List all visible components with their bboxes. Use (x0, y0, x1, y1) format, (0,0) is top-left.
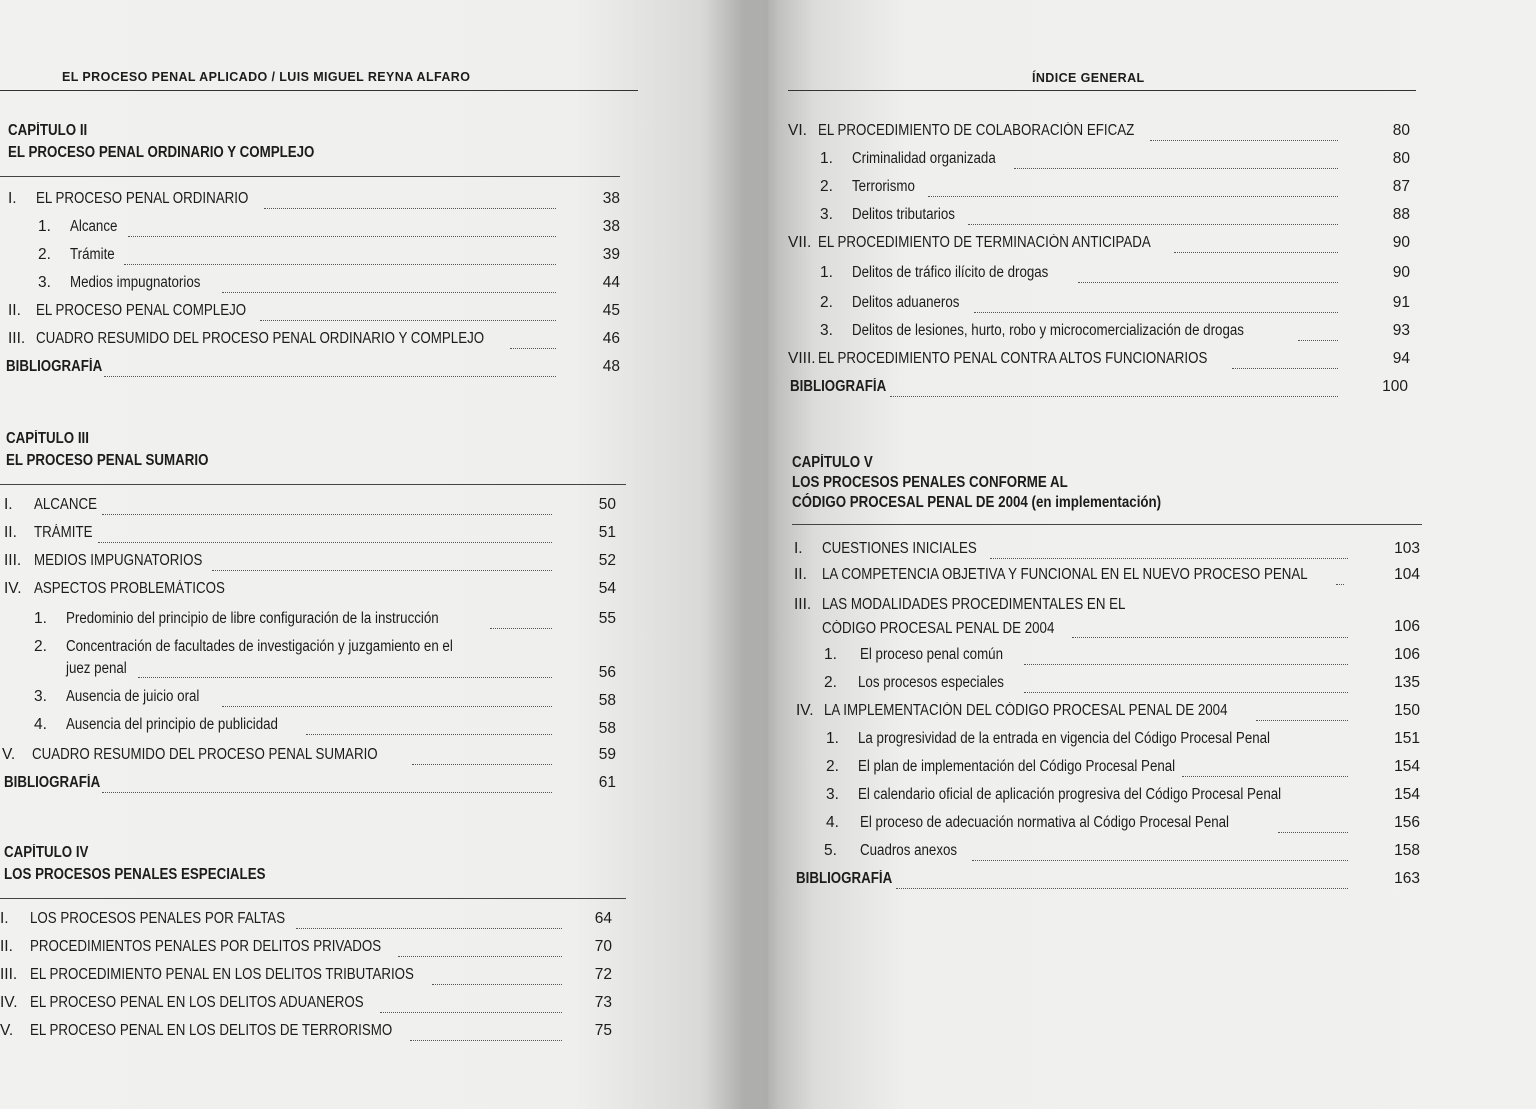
entry-title: CUADRO RESUMIDO DEL PROCESO PENAL ORDINARIO Y COMPLEJO (36, 330, 485, 347)
toc-entry[interactable] (768, 674, 1428, 698)
entry-title: El plan de implementación del Código Procesal Penal (858, 758, 1176, 775)
chapter-title: EL PROCESO PENAL SUMARIO (6, 452, 209, 469)
toc-entry[interactable] (0, 552, 640, 576)
entry-page: 104 (1394, 566, 1420, 583)
entry-page: 93 (1392, 322, 1410, 339)
leader-dots (1232, 368, 1338, 369)
toc-entry[interactable] (768, 178, 1428, 202)
leader-dots (222, 292, 556, 293)
toc-entry[interactable] (0, 910, 640, 934)
entry-page: 154 (1394, 758, 1420, 775)
toc-entry[interactable] (0, 994, 640, 1018)
leader-dots (128, 236, 556, 237)
toc-entry[interactable] (768, 294, 1428, 318)
toc-entry[interactable] (0, 966, 640, 990)
toc-entry[interactable] (768, 842, 1428, 866)
toc-entry[interactable] (0, 358, 640, 382)
entry-title: El proceso penal común (860, 646, 1004, 663)
toc-entry[interactable] (0, 1022, 640, 1046)
toc-entry[interactable] (768, 350, 1428, 374)
toc-entry[interactable] (0, 274, 640, 298)
running-header-left: EL PROCESO PENAL APLICADO / LUIS MIGUEL REYNA ALFARO (62, 70, 471, 84)
toc-entry[interactable] (768, 150, 1428, 174)
leader-dots (972, 860, 1348, 861)
entry-page: 154 (1394, 786, 1420, 803)
leader-dots (1072, 637, 1348, 638)
entry-title: MEDIOS IMPUGNATORIOS (34, 552, 203, 569)
leader-dots (990, 558, 1348, 559)
entry-title: Delitos de tráfico ilícito de drogas (852, 264, 1049, 281)
toc-entry[interactable] (768, 730, 1428, 754)
leader-dots (212, 570, 552, 571)
entry-number: II. (4, 524, 17, 541)
leader-dots (260, 320, 556, 321)
leader-dots (432, 984, 562, 985)
leader-dots (1256, 720, 1348, 721)
header-rule (788, 90, 1416, 91)
leader-dots (1336, 584, 1344, 585)
leader-dots (1014, 168, 1338, 169)
entry-page: 44 (602, 274, 620, 291)
entry-number: 3. (38, 274, 51, 291)
entry-number: V. (0, 1022, 14, 1039)
entry-page: 52 (598, 552, 616, 569)
entry-number: 5. (824, 842, 837, 859)
leader-dots (1024, 692, 1348, 693)
right-page (768, 0, 1536, 1109)
entry-page: 51 (598, 524, 616, 541)
entry-number: IV. (0, 994, 18, 1011)
entry-number: I. (8, 190, 17, 207)
entry-title: LAS MODALIDADES PROCEDIMENTALES EN EL (822, 596, 1126, 613)
entry-number: 2. (34, 638, 47, 655)
leader-dots (222, 706, 552, 707)
entry-title: La progresividad de la entrada en vigencia del Código Procesal Penal (858, 730, 1271, 747)
book-spine-shadow (700, 0, 780, 1109)
leader-dots (1078, 282, 1338, 283)
entry-title: CUESTIONES INICIALES (822, 540, 977, 557)
section-rule (0, 484, 626, 485)
entry-number: V. (2, 746, 16, 763)
entry-title-continued: CÓDIGO PROCESAL PENAL DE 2004 (822, 620, 1055, 637)
entry-number: 3. (820, 206, 833, 223)
leader-dots (412, 764, 552, 765)
entry-number: VII. (788, 234, 812, 251)
entry-number: I. (0, 910, 9, 927)
entry-page: 151 (1394, 730, 1420, 747)
chapter-title-continued: CÓDIGO PROCESAL PENAL DE 2004 (en implementación) (792, 494, 1162, 511)
toc-entry[interactable] (768, 870, 1428, 894)
entry-number: IV. (4, 580, 22, 597)
entry-page: 73 (594, 994, 612, 1011)
entry-number: II. (8, 302, 21, 319)
entry-page: 94 (1392, 350, 1410, 367)
entry-number: 1. (824, 646, 837, 663)
entry-page: 70 (594, 938, 612, 955)
toc-entry[interactable] (0, 938, 640, 962)
entry-page: 58 (598, 692, 616, 709)
leader-dots (264, 208, 556, 209)
leader-dots (968, 224, 1338, 225)
entry-title: LA IMPLEMENTACIÓN DEL CÓDIGO PROCESAL PENAL DE 2004 (824, 702, 1228, 719)
header-rule (0, 90, 638, 91)
chapter-label: CAPÍTULO V (792, 454, 873, 471)
toc-entry[interactable] (0, 190, 640, 214)
entry-page: 150 (1394, 702, 1420, 719)
chapter-title: LOS PROCESOS PENALES ESPECIALES (4, 866, 266, 883)
entry-page: 38 (602, 190, 620, 207)
leader-dots (896, 888, 1348, 889)
toc-entry[interactable] (768, 206, 1428, 230)
toc-entry[interactable] (768, 322, 1428, 346)
leader-dots (1182, 776, 1348, 777)
leader-dots (1174, 252, 1338, 253)
toc-entry[interactable] (768, 758, 1428, 782)
toc-entry[interactable] (0, 580, 640, 604)
entry-number: I. (4, 496, 13, 513)
entry-number: III. (794, 596, 812, 613)
entry-title: ALCANCE (34, 496, 97, 513)
entry-number: 2. (820, 294, 833, 311)
entry-number: 3. (826, 786, 839, 803)
entry-number: 3. (820, 322, 833, 339)
entry-number: 1. (826, 730, 839, 747)
leader-dots (974, 312, 1338, 313)
toc-entry[interactable] (0, 218, 640, 242)
entry-page: 87 (1392, 178, 1410, 195)
entry-title: BIBLIOGRAFÍA (796, 870, 893, 887)
entry-title: Medios impugnatorios (70, 274, 201, 291)
leader-dots (306, 734, 552, 735)
entry-title: Ausencia de juicio oral (66, 688, 200, 705)
entry-title: BIBLIOGRAFÍA (790, 378, 887, 395)
entry-title: Cuadros anexos (860, 842, 958, 859)
entry-page: 88 (1392, 206, 1410, 223)
leader-dots (510, 348, 556, 349)
leader-dots (102, 792, 552, 793)
toc-entry[interactable] (0, 496, 640, 520)
entry-page: 80 (1392, 122, 1410, 139)
entry-number: 1. (38, 218, 51, 235)
entry-page: 55 (598, 610, 616, 627)
entry-page: 72 (594, 966, 612, 983)
toc-entry[interactable] (0, 638, 640, 688)
entry-title: Trámite (70, 246, 115, 263)
entry-title: EL PROCESO PENAL EN LOS DELITOS ADUANEROS (30, 994, 364, 1011)
entry-number: IV. (796, 702, 814, 719)
entry-page: 38 (602, 218, 620, 235)
leader-dots (104, 376, 556, 377)
toc-entry[interactable] (768, 596, 1428, 646)
toc-entry[interactable] (768, 786, 1428, 810)
leader-dots (928, 196, 1338, 197)
entry-title: Alcance (70, 218, 118, 235)
entry-number: VIII. (788, 350, 816, 367)
entry-page: 91 (1392, 294, 1410, 311)
entry-page: 100 (1382, 378, 1408, 395)
chapter-label: CAPÍTULO III (6, 430, 89, 447)
entry-title: EL PROCESO PENAL EN LOS DELITOS DE TERRORISMO (30, 1022, 393, 1039)
leader-dots (1298, 340, 1338, 341)
toc-entry[interactable] (768, 646, 1428, 670)
entry-title: EL PROCESO PENAL COMPLEJO (36, 302, 247, 319)
section-rule (792, 524, 1422, 525)
entry-title: EL PROCESO PENAL ORDINARIO (36, 190, 249, 207)
entry-number: III. (8, 330, 26, 347)
entry-number: 2. (826, 758, 839, 775)
toc-entry[interactable] (0, 330, 640, 354)
entry-title: ASPECTOS PROBLEMÁTICOS (34, 580, 225, 597)
entry-number: III. (4, 552, 22, 569)
entry-page: 59 (598, 746, 616, 763)
entry-page: 106 (1394, 646, 1420, 663)
toc-entry[interactable] (0, 302, 640, 326)
entry-number: 1. (820, 150, 833, 167)
entry-page: 46 (602, 330, 620, 347)
entry-title: Delitos de lesiones, hurto, robo y microcomercialización de drogas (852, 322, 1244, 339)
entry-page: 61 (598, 774, 616, 791)
leader-dots (1024, 664, 1348, 665)
toc-entry[interactable] (0, 610, 640, 634)
entry-page: 64 (594, 910, 612, 927)
entry-number: 1. (34, 610, 47, 627)
section-rule (0, 176, 620, 177)
leader-dots (398, 956, 562, 957)
entry-number: III. (0, 966, 18, 983)
chapter-label: CAPÍTULO IV (4, 844, 89, 861)
entry-title: Predominio del principio de libre configuración de la instrucción (66, 610, 439, 627)
section-rule (0, 898, 626, 899)
toc-entry[interactable] (768, 378, 1428, 402)
leader-dots (296, 928, 562, 929)
entry-title: PROCEDIMIENTOS PENALES POR DELITOS PRIVADOS (30, 938, 382, 955)
entry-page: 58 (598, 720, 616, 737)
running-header-right: ÍNDICE GENERAL (1032, 71, 1145, 85)
entry-page: 135 (1394, 674, 1420, 691)
toc-entry[interactable] (768, 702, 1428, 726)
entry-page: 163 (1394, 870, 1420, 887)
entry-title: Delitos aduaneros (852, 294, 960, 311)
entry-page: 158 (1394, 842, 1420, 859)
entry-page: 90 (1392, 234, 1410, 251)
entry-number: II. (0, 938, 13, 955)
entry-number: 1. (820, 264, 833, 281)
entry-page: 45 (602, 302, 620, 319)
entry-number: 2. (820, 178, 833, 195)
toc-entry[interactable] (0, 746, 640, 770)
entry-page: 80 (1392, 150, 1410, 167)
leader-dots (380, 1012, 562, 1013)
entry-title: El calendario oficial de aplicación progresiva del Código Procesal Penal (858, 786, 1282, 803)
leader-dots (410, 1040, 562, 1041)
toc-entry[interactable] (0, 774, 640, 798)
entry-title: BIBLIOGRAFÍA (6, 358, 103, 375)
leader-dots (124, 264, 556, 265)
toc-entry[interactable] (768, 540, 1428, 564)
leader-dots (138, 677, 552, 678)
entry-title: Delitos tributarios (852, 206, 955, 223)
chapter-label: CAPÍTULO II (8, 122, 88, 139)
entry-title: EL PROCEDIMIENTO PENAL CONTRA ALTOS FUNCIONARIOS (818, 350, 1208, 367)
leader-dots (102, 514, 552, 515)
chapter-title: LOS PROCESOS PENALES CONFORME AL (792, 474, 1068, 491)
entry-title: LA COMPETENCIA OBJETIVA Y FUNCIONAL EN EL NUEVO PROCESO PENAL (822, 566, 1308, 583)
toc-entry[interactable] (0, 246, 640, 270)
entry-page: 103 (1394, 540, 1420, 557)
entry-page: 39 (602, 246, 620, 263)
entry-title: LOS PROCESOS PENALES POR FALTAS (30, 910, 286, 927)
leader-dots (1150, 140, 1338, 141)
toc-entry[interactable] (0, 524, 640, 548)
entry-number: 2. (824, 674, 837, 691)
entry-title: Concentración de facultades de investigación y juzgamiento en el (66, 638, 453, 655)
toc-entry[interactable] (768, 814, 1428, 838)
entry-title: Ausencia del principio de publicidad (66, 716, 278, 733)
entry-title: TRÁMITE (34, 524, 93, 541)
entry-number: 3. (34, 688, 47, 705)
leader-dots (98, 542, 552, 543)
entry-title: Terrorismo (852, 178, 915, 195)
entry-page: 48 (602, 358, 620, 375)
entry-page: 156 (1394, 814, 1420, 831)
entry-title: Los procesos especiales (858, 674, 1004, 691)
entry-page: 90 (1392, 264, 1410, 281)
toc-entry[interactable] (768, 234, 1428, 258)
entry-page: 75 (594, 1022, 612, 1039)
entry-number: 2. (38, 246, 51, 263)
entry-number: VI. (788, 122, 807, 139)
entry-title: EL PROCEDIMIENTO DE TERMINACIÓN ANTICIPADA (818, 234, 1151, 251)
entry-number: 4. (826, 814, 839, 831)
entry-title: El proceso de adecuación normativa al Código Procesal Penal (860, 814, 1230, 831)
leader-dots (1278, 832, 1348, 833)
toc-entry[interactable] (0, 716, 640, 740)
entry-title-continued: juez penal (66, 660, 127, 677)
entry-number: 4. (34, 716, 47, 733)
entry-title: EL PROCEDIMIENTO DE COLABORACIÓN EFICAZ (818, 122, 1135, 139)
entry-page: 50 (598, 496, 616, 513)
entry-title: BIBLIOGRAFÍA (4, 774, 101, 791)
toc-entry[interactable] (768, 264, 1428, 288)
entry-title: Criminalidad organizada (852, 150, 996, 167)
entry-page: 106 (1394, 618, 1420, 635)
toc-entry[interactable] (768, 566, 1428, 590)
entry-number: II. (794, 566, 807, 583)
leader-dots (490, 628, 552, 629)
leader-dots (890, 396, 1338, 397)
entry-title: EL PROCEDIMIENTO PENAL EN LOS DELITOS TRIBUTARIOS (30, 966, 414, 983)
entry-page: 54 (598, 580, 616, 597)
toc-entry[interactable] (768, 122, 1428, 146)
entry-title: CUADRO RESUMIDO DEL PROCESO PENAL SUMARIO (32, 746, 378, 763)
entry-number: I. (794, 540, 803, 557)
chapter-title: EL PROCESO PENAL ORDINARIO Y COMPLEJO (8, 144, 315, 161)
toc-entry[interactable] (0, 688, 640, 712)
entry-page: 56 (598, 664, 616, 681)
